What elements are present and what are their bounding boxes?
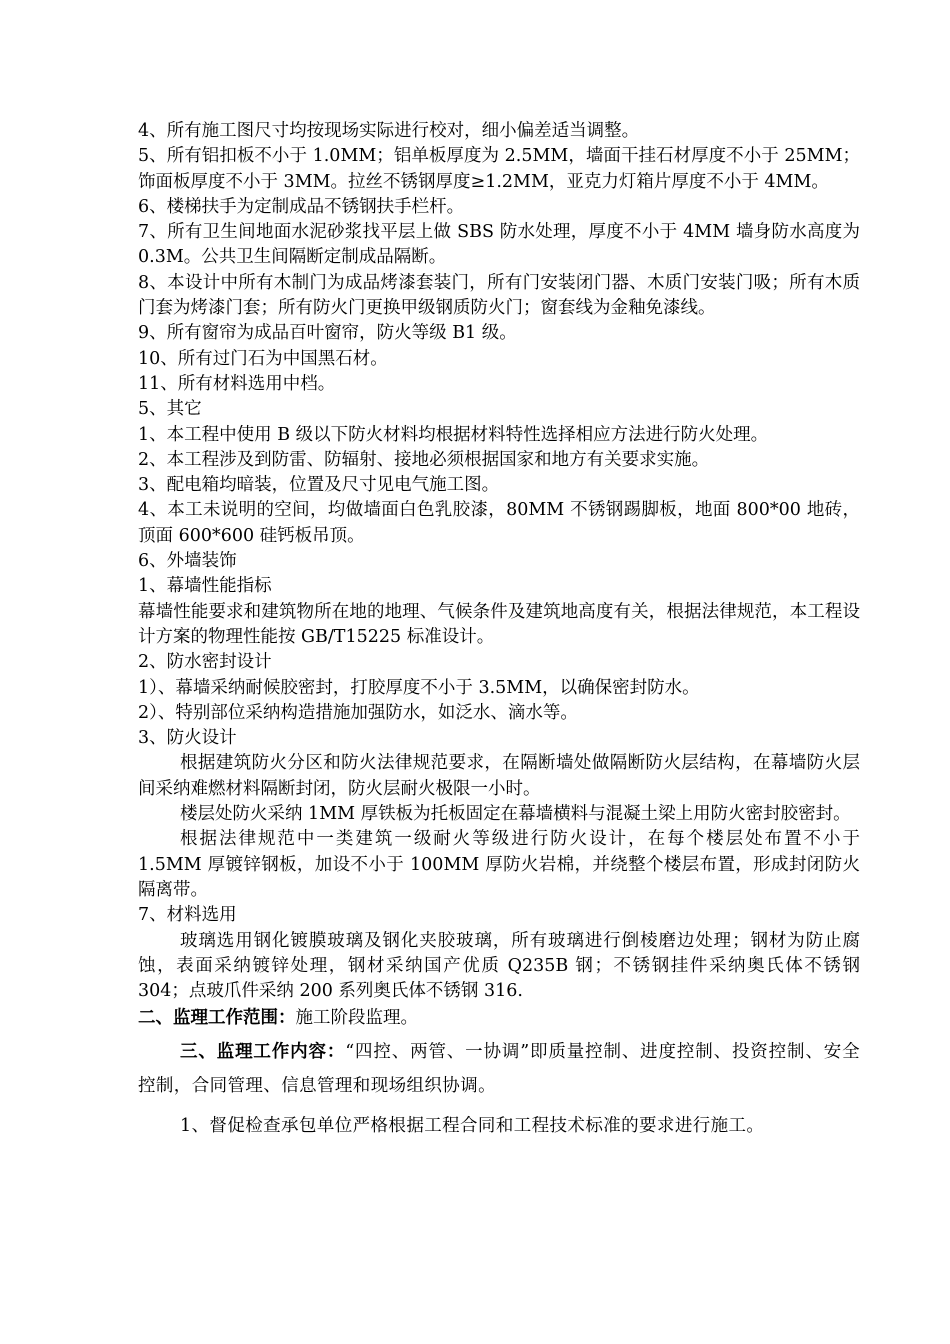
section-scope: [138, 1004, 860, 1033]
paragraph: 4、本工未说明的空间，均做墙面白色乳胶漆，80MM 不锈钢踢脚板，地面 800*00 地砖，顶面 600*600 硅钙板吊顶。: [138, 500, 860, 546]
heading-exterior: 6、外墙装饰: [138, 551, 237, 572]
paragraph: 6、楼梯扶手为定制成品不锈钢扶手栏杆。: [138, 196, 465, 217]
paragraph-indented: 楼层处防火采纳 1MM 厚铁板为托板固定在幕墙横料与混凝土梁上用防火密封胶密封。: [180, 804, 851, 825]
paragraph: 7、所有卫生间地面水泥砂浆找平层上做 SBS 防水处理，厚度不小于 4MM 墙身防水高度为 0.3M。公共卫生间隔断定制成品隔断。: [138, 222, 860, 268]
section-content: [138, 1035, 860, 1103]
paragraph: 10、所有过门石为中国黑石材。: [138, 348, 388, 369]
subheading: 2、防水密封设计: [138, 652, 272, 673]
paragraph: 8、本设计中所有木制门为成品烤漆套装门，所有门安装闭门器、木质门安装门吸；所有木质门套为烤漆门套；所有防火门更换甲级钢质防火门；窗套线为金釉免漆线。: [138, 272, 860, 319]
section-scope-heading: 二、监理工作范围：: [138, 1008, 296, 1029]
heading-materials: 7、材料选用: [138, 905, 237, 926]
paragraph: 5、所有铝扣板不小于 1.0MM；铝单板厚度为 2.5MM，墙面干挂石材厚度不小于 25MM；饰面板厚度不小于 3MM。拉丝不锈钢厚度≥1.2MM，亚克力灯箱片厚度不小于 4MM。: [138, 146, 860, 192]
paragraph-indented: 根据法律规范中一类建筑一级耐火等级进行防火设计，在每个楼层处布置不小于 1.5MM 厚镀锌钢板，加设不小于 100MM 厚防火岩棉，并绕整个楼层布置，形成封闭防火隔离带。: [138, 829, 860, 900]
paragraph: 1）、幕墙采纳耐候胶密封，打胶厚度不小于 3.5MM，以确保密封防水。: [138, 677, 700, 698]
paragraph: 2）、特别部位采纳构造措施加强防水，如泛水、滴水等。: [138, 702, 578, 723]
paragraph-indented: 根据建筑防火分区和防火法律规范要求，在隔断墙处做隔断防火层结构，在幕墙防火层间采纳难燃材料隔断封闭，防火层耐火极限一小时。: [138, 753, 860, 799]
heading-other: 5、其它: [138, 399, 202, 420]
paragraph-materials: 玻璃选用钢化镀膜玻璃及钢化夹胶玻璃，所有玻璃进行倒棱磨边处理；钢材为防止腐蚀，表面采纳镀锌处理，钢材采纳国产优质 Q235B 钢；不锈钢挂件采纳奥氏体不锈钢 304；点玻爪件采纳 200 系列奥氏体不锈钢 316.: [138, 930, 860, 1002]
list-item: 1、督促检查承包单位严格根据工程合同和工程技术标准的要求进行施工。: [180, 1116, 765, 1137]
document-page: [138, 119, 860, 1141]
section-content-heading: 三、监理工作内容：: [180, 1042, 346, 1063]
paragraph: 1、本工程中使用 B 级以下防火材料均根据材料特性选择相应方法进行防火处理。: [138, 424, 769, 445]
section-scope-text: 施工阶段监理。: [295, 1008, 418, 1029]
subheading: 1、幕墙性能指标: [138, 576, 272, 597]
paragraph: 9、所有窗帘为成品百叶窗帘，防火等级 B1 级。: [138, 323, 517, 344]
paragraph: 2、本工程涉及到防雷、防辐射、接地必须根据国家和地方有关要求实施。: [138, 449, 710, 470]
paragraph: 11、所有材料选用中档。: [138, 373, 336, 394]
paragraph: 4、所有施工图尺寸均按现场实际进行校对，细小偏差适当调整。: [138, 121, 640, 141]
paragraph: 3、配电箱均暗装，位置及尺寸见电气施工图。: [138, 475, 500, 496]
section-content-text: “四控、两管、一协调”即质量控制、进度控制、投资控制、安全控制，合同管理、信息管理和现场组织协调。: [138, 1042, 860, 1097]
paragraph: 幕墙性能要求和建筑物所在地的地理、气候条件及建筑地高度有关，根据法律规范，本工程设计方案的物理性能按 GB/T15225 标准设计。: [138, 601, 860, 647]
subheading: 3、防火设计: [138, 728, 237, 749]
